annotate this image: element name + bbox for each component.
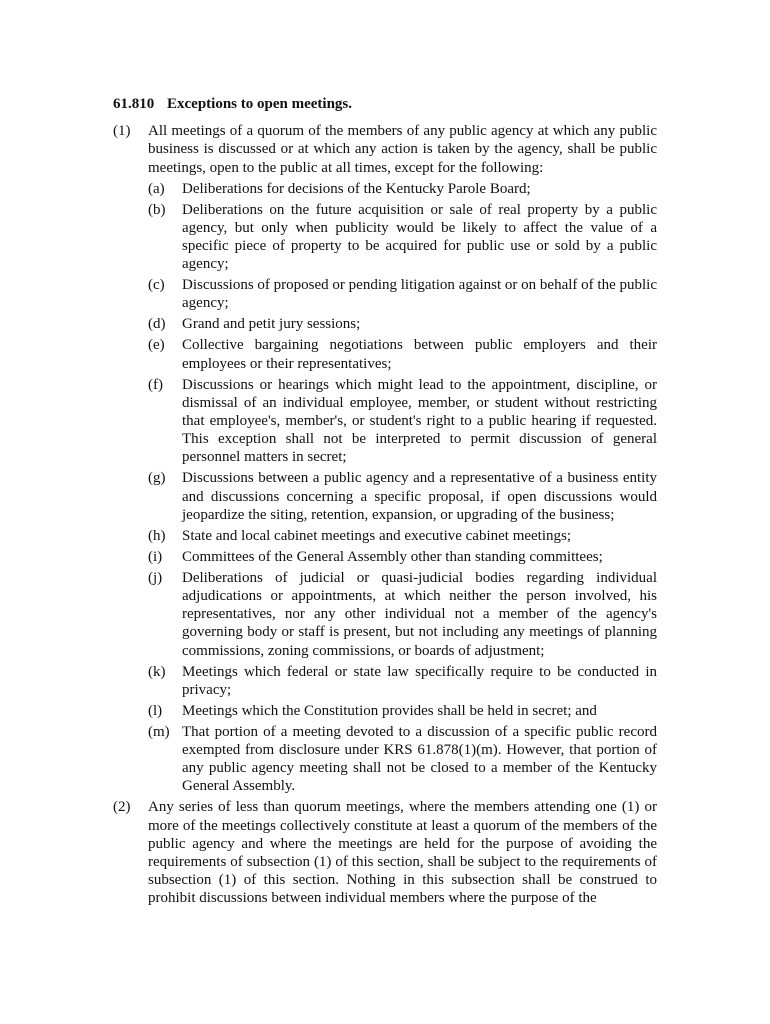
subsection-label: (2) (113, 799, 131, 816)
subsection-2 (113, 798, 657, 907)
paragraph-b (148, 201, 657, 274)
paragraph-text: State and local cabinet meetings and executive cabinet meetings; (182, 527, 572, 544)
paragraph-i (148, 548, 657, 566)
paragraph-h (148, 527, 657, 545)
section-title: Exceptions to open meetings. (167, 96, 352, 112)
paragraph-label: (k) (148, 663, 166, 680)
subsection-text: All meetings of a quorum of the members of any public agency at which any public business is discussed or at which any action is taken by the agency, shall be public meetings, open to the public at all times, except for the following: (148, 123, 657, 176)
paragraph-label: (j) (148, 569, 163, 586)
paragraph-label: (c) (148, 277, 165, 294)
paragraph-l (148, 702, 657, 720)
paragraph-text: Committees of the General Assembly other than standing committees; (182, 548, 603, 565)
section-heading (113, 95, 657, 113)
paragraph-label: (i) (148, 548, 163, 565)
paragraph-label: (f) (148, 376, 163, 393)
subsection-1 (113, 122, 657, 795)
paragraph-text: Collective bargaining negotiations between public employers and their employees or their representatives; (182, 337, 657, 372)
paragraph-d (148, 315, 657, 333)
statute-document (113, 95, 657, 908)
section-number: 61.810 (113, 96, 155, 112)
paragraph-g (148, 469, 657, 524)
paragraph-m (148, 723, 657, 796)
paragraph-text: Grand and petit jury sessions; (182, 316, 361, 333)
paragraph-label: (h) (148, 527, 166, 544)
paragraph-c (148, 276, 657, 312)
paragraph-j (148, 569, 657, 660)
paragraph-text: Deliberations on the future acquisition or sale of real property by a public agency, but only when publicity would be likely to affect the value of a specific piece of property to be acquired for public use or sold by a public agency; (182, 201, 657, 273)
paragraph-e (148, 336, 657, 372)
paragraph-text: Discussions between a public agency and a representative of a business entity and discussions concerning a specific proposal, if open discussions would jeopardize the siting, retention, expansion, or upgrading of the business; (182, 470, 657, 523)
paragraph-text: Discussions or hearings which might lead to the appointment, discipline, or dismissal of an individual employee, member, or student without restricting that employee's, member's, or student's right to a public hearing if requested. This exception shall not be interpreted to permit discussion of general personnel matters in secret; (182, 376, 657, 466)
paragraph-text: Discussions of proposed or pending litigation against or on behalf of the public agency; (182, 277, 657, 312)
paragraph-text: That portion of a meeting devoted to a discussion of a specific public record exempted from disclosure under KRS 61.878(1)(m). However, that portion of any public agency meeting shall not be closed to a member of the Kentucky General Assembly. (182, 723, 657, 795)
paragraph-k (148, 663, 657, 699)
paragraph-label: (g) (148, 470, 166, 487)
subsection-text: Any series of less than quorum meetings, where the members attending one (1) or more of the meetings collectively constitute at least a quorum of the members of the public agency and where the meetings are held for the purpose of avoiding the requirements of subsection (1) of this section, shall be subject to the requirements of subsection (1) of this section. Nothing in this subsection shall be construed to prohibit discussions between individual members where the purpose of the (148, 799, 657, 907)
paragraph-label: (l) (148, 702, 163, 719)
paragraph-text: Meetings which the Constitution provides shall be held in secret; and (182, 702, 597, 719)
paragraph-label: (m) (148, 723, 170, 740)
paragraph-label: (b) (148, 201, 166, 218)
paragraph-f (148, 376, 657, 467)
paragraph-text: Deliberations of judicial or quasi-judicial bodies regarding individual adjudications or appointments, at which neither the person involved, his representatives, nor any other individual not a member of the agency's governing body or staff is present, but not including any meetings of planning commissions, zoning commissions, or boards of adjustment; (182, 569, 657, 659)
paragraph-text: Deliberations for decisions of the Kentucky Parole Board; (182, 180, 531, 197)
paragraph-a (148, 180, 657, 198)
paragraph-label: (d) (148, 316, 166, 333)
paragraph-label: (a) (148, 180, 165, 197)
paragraph-label: (e) (148, 337, 165, 354)
paragraph-text: Meetings which federal or state law specifically require to be conducted in privacy; (182, 663, 657, 698)
subsection-label: (1) (113, 123, 131, 140)
